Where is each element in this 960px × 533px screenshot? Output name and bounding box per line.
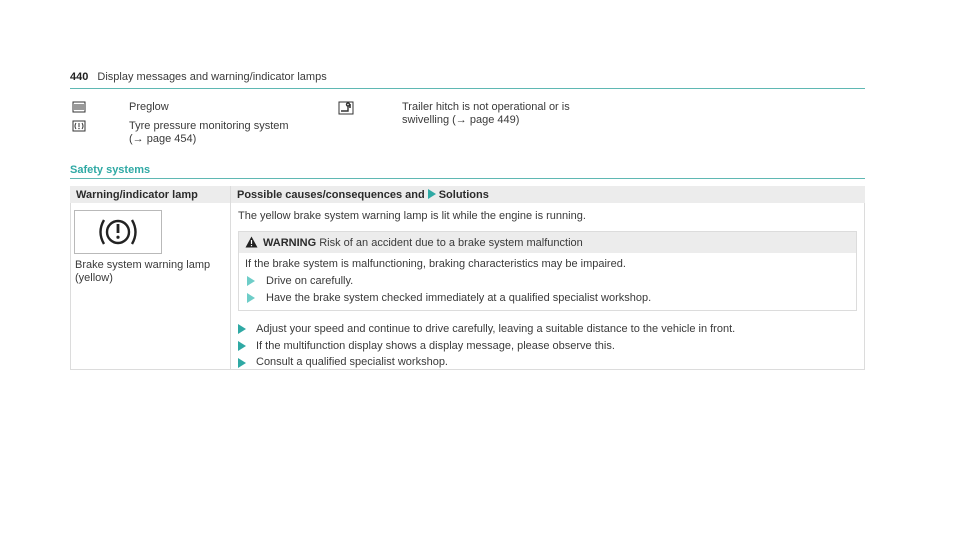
col2-header-text: Possible causes/consequences and (237, 189, 425, 201)
section-title: Safety systems (70, 164, 151, 176)
warning-triangle-icon (245, 236, 258, 252)
legend-trailer-line1: Trailer hitch is not operational or is (402, 101, 570, 113)
lamp-label (75, 259, 210, 285)
legend-trailer-line2: swivelling (→ page 449) (402, 114, 520, 126)
play-arrow-icon (428, 189, 436, 199)
solution-1: Adjust your speed and continue to drive carefully, leaving a suitable distance to the vehicle in front. (256, 323, 736, 335)
col1-header: Warning/indicator lamp (76, 189, 198, 201)
page-header (70, 71, 327, 83)
solution-bullet-icon (238, 341, 246, 351)
lamp-label-line2: (yellow) (75, 272, 113, 284)
section-rule (70, 178, 865, 179)
warning-title: WARNING (263, 237, 317, 249)
step-bullet-icon (247, 276, 255, 286)
trailer-hitch-icon (338, 101, 354, 118)
brake-warning-lamp-icon (74, 210, 162, 254)
solution-3: Consult a qualified specialist workshop. (256, 356, 448, 368)
preglow-icon (71, 101, 87, 116)
col2-header (237, 189, 489, 201)
tyre-pressure-icon (71, 120, 87, 135)
solution-2: If the multifunction display shows a display message, please observe this. (256, 340, 615, 352)
legend-tyre-line1: Tyre pressure monitoring system (129, 120, 289, 132)
solution-bullet-icon (238, 358, 246, 368)
warning-step-2: Have the brake system checked immediately at a qualified specialist workshop. (266, 292, 652, 304)
solution-bullet-icon (238, 324, 246, 334)
warning-title-line (245, 236, 583, 252)
warning-title-text: Risk of an accident due to a brake system malfunction (319, 237, 583, 249)
lamp-intro-text: The yellow brake system warning lamp is lit while the engine is running. (238, 210, 586, 222)
page-header-title: Display messages and warning/indicator lamps (97, 71, 327, 83)
legend-tyre-text (129, 120, 289, 146)
warning-step-1: Drive on carefully. (266, 275, 354, 287)
lamp-label-line1: Brake system warning lamp (75, 259, 211, 271)
warning-body: If the brake system is malfunctioning, braking characteristics may be impaired. (245, 258, 626, 270)
legend-trailer-text (402, 101, 570, 127)
column-divider (230, 186, 231, 370)
legend-preglow-text: Preglow (129, 101, 169, 113)
page-number: 440 (70, 71, 89, 83)
step-bullet-icon (247, 293, 255, 303)
col2-header-solutions: Solutions (438, 189, 489, 201)
header-rule (70, 88, 865, 89)
legend-tyre-line2: (→ page 454) (129, 133, 197, 145)
